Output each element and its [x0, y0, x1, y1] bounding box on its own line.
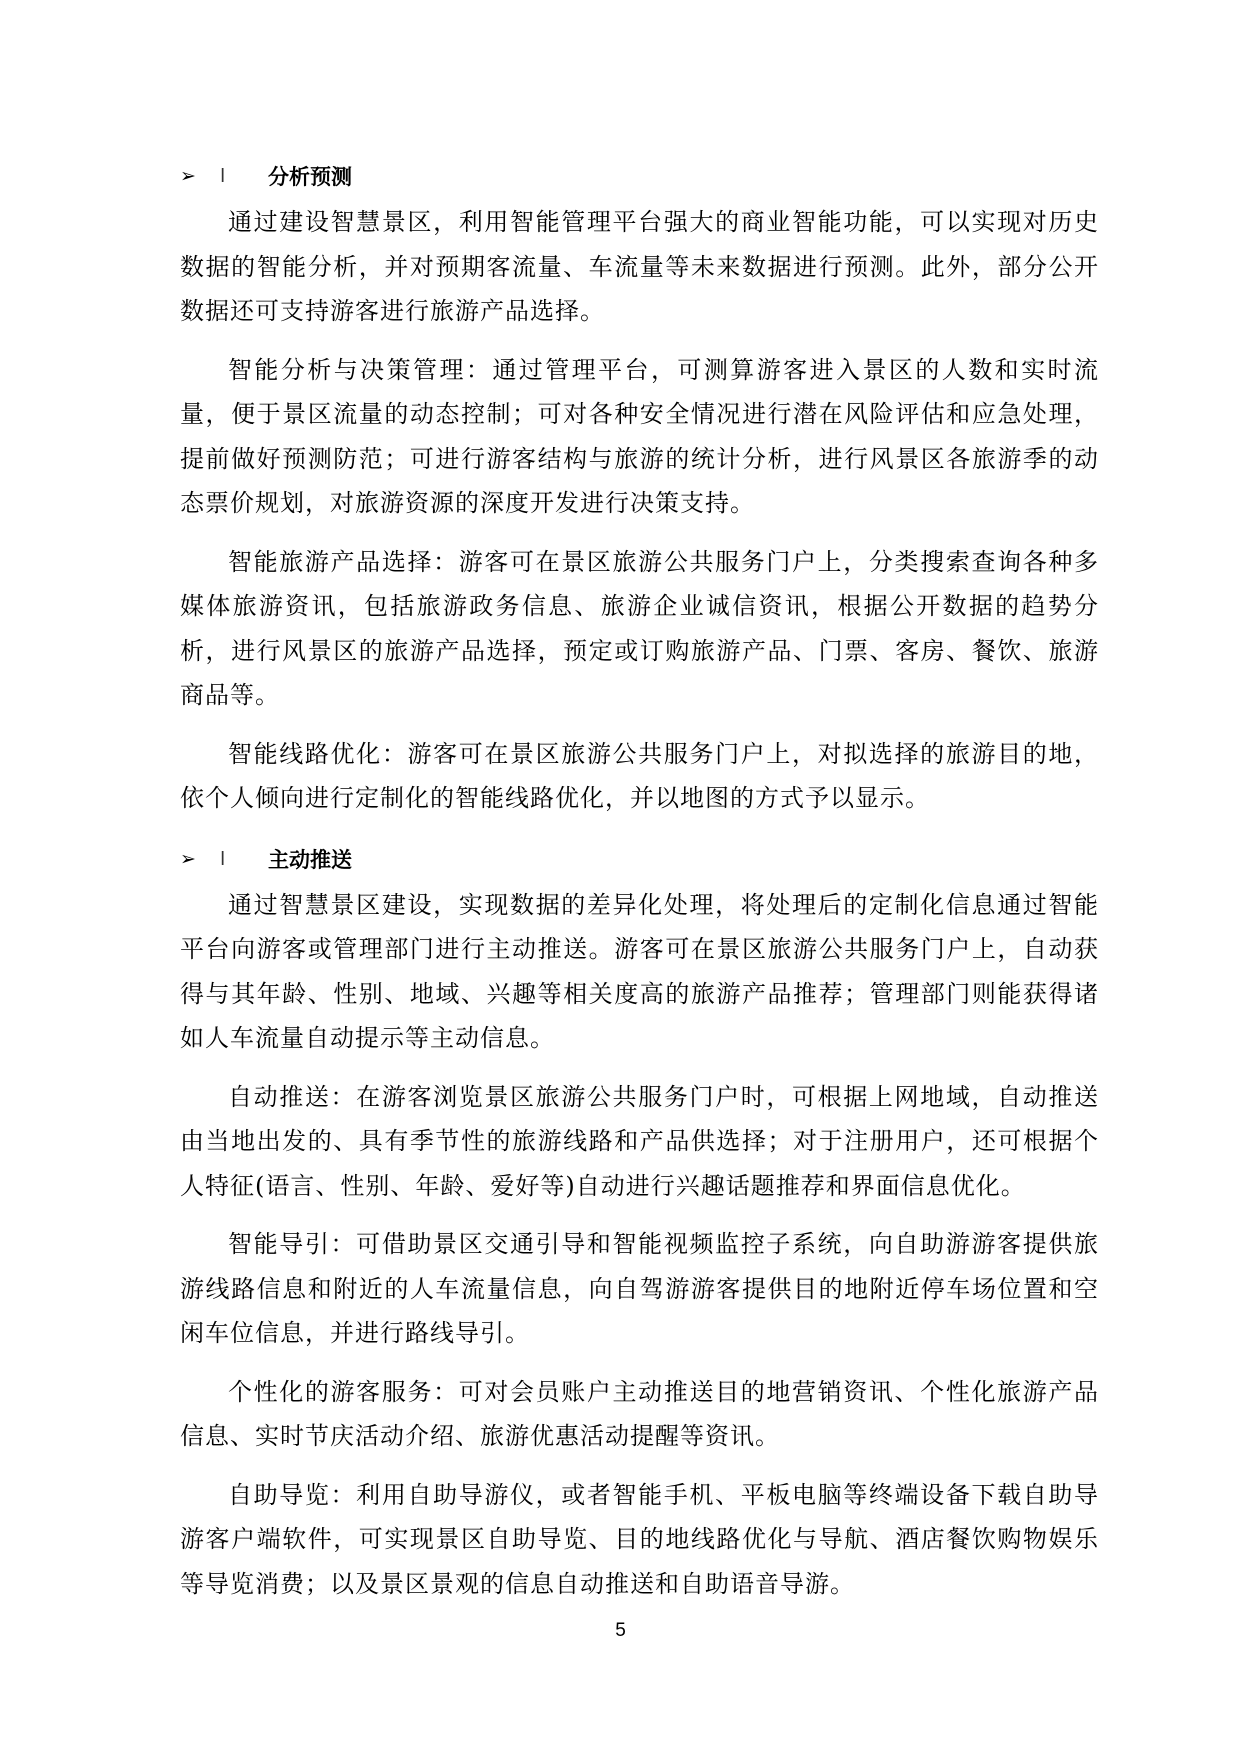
paragraph: 通过智慧景区建设，实现数据的差异化处理，将处理后的定制化信息通过智能平台向游客或管理部门进行主动推送。游客可在景区旅游公共服务门户上，自动获得与其年龄、性别、地域、兴趣等相关度高的旅游产品推荐；管理部门则能获得诸如人车流量自动提示等主动信息。: [180, 890, 1099, 1052]
paragraph: 个性化的游客服务：可对会员账户主动推送目的地营销资讯、个性化旅游产品信息、实时节庆活动介绍、旅游优惠活动提醒等资讯。: [180, 1377, 1099, 1450]
paragraph: 自动推送：在游客浏览景区旅游公共服务门户时，可根据上网地域，自动推送由当地出发的、具有季节性的旅游线路和产品供选择；对于注册用户，还可根据个人特征(语言、性别、年龄、爱好等)自动进行兴趣话题推荐和界面信息优化。: [180, 1082, 1099, 1200]
section-analysis-forecast: [180, 152, 1099, 821]
paragraph: 智能分析与决策管理：通过管理平台，可测算游客进入景区的人数和实时流量，便于景区流量的动态控制；可对各种安全情况进行潜在风险评估和应急处理，提前做好预测防范；可进行游客结构与旅游的统计分析，进行风景区各旅游季的动态票价规划，对旅游资源的深度开发进行决策支持。: [180, 355, 1099, 517]
section-heading: [180, 835, 1099, 883]
section-heading: [180, 152, 1099, 200]
paragraph: 通过建设智慧景区，利用智能管理平台强大的商业智能功能，可以实现对历史数据的智能分析，并对预期客流量、车流量等未来数据进行预测。此外，部分公开数据还可支持游客进行旅游产品选择。: [180, 208, 1099, 325]
section-active-push: [180, 835, 1099, 1607]
paragraph: 智能线路优化：游客可在景区旅游公共服务门户上，对拟选择的旅游目的地，依个人倾向进行定制化的智能线路优化，并以地图的方式予以显示。: [180, 739, 1099, 812]
section-title: 分析预测: [268, 165, 352, 189]
arrow-bullet-icon: ➢: [180, 847, 196, 870]
paragraph: 智能导引：可借助景区交通引导和智能视频监控子系统，向自助游游客提供旅游线路信息和附近的人车流量信息，向自驾游游客提供目的地附近停车场位置和空闲车位信息，并进行路线导引。: [180, 1230, 1099, 1347]
paragraph: 智能旅游产品选择：游客可在景区旅游公共服务门户上，分类搜索查询各种多媒体旅游资讯，包括旅游政务信息、旅游企业诚信资讯，根据公开数据的趋势分析，进行风景区的旅游产品选择，预定或订购旅游产品、门票、客房、餐饮、旅游商品等。: [180, 547, 1099, 709]
arrow-bullet-icon: ➢: [180, 165, 196, 187]
page-number: 5: [615, 1620, 626, 1641]
section-title: 主动推送: [268, 847, 352, 872]
heading-marker: l: [220, 847, 226, 870]
heading-marker: l: [220, 165, 226, 187]
paragraph: 自助导览：利用自助导游仪，或者智能手机、平板电脑等终端设备下载自助导游客户端软件，可实现景区自助导览、目的地线路优化与导航、酒店餐饮购物娱乐等导览消费；以及景区景观的信息自动推送和自助语音导游。: [180, 1480, 1099, 1598]
page-content: [180, 152, 1099, 1620]
